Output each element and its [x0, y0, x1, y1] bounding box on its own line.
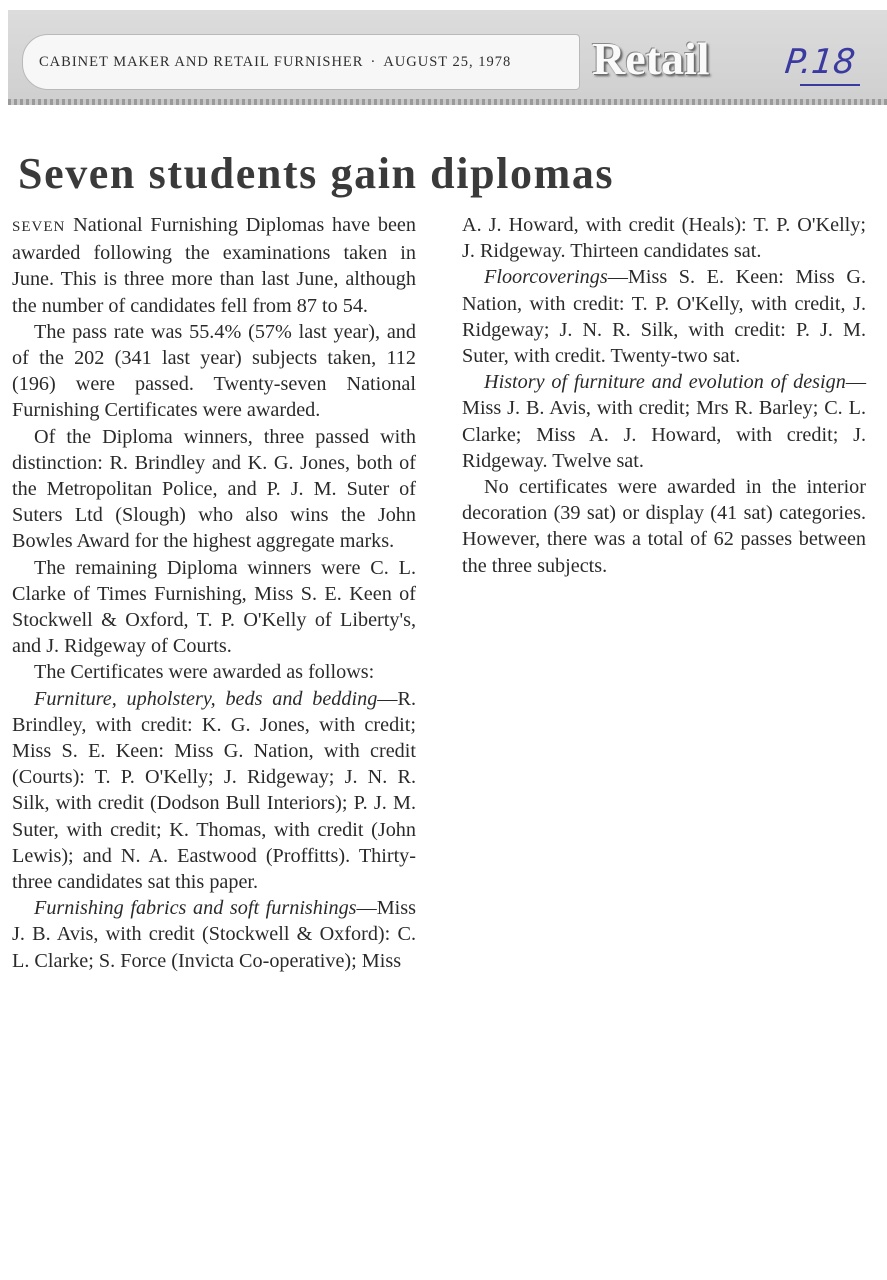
paragraph-intro-text: National Furnishing Diplomas have been awarded following the examinations taken in June. This is three more than last June, although the number of candidates fell from 87 to 54. — [12, 214, 416, 317]
subject-heading: Furnishing fabrics and soft furnishings — [34, 897, 357, 920]
subject-body: —Miss S. E. Keen: Miss G. Nation, with credit: T. P. O'Kelly, with credit, J. Ridgeway; J. N. R. Silk, with credit: P. J. M. Suter, with credit. Twenty-two sat. — [462, 266, 866, 368]
subject-heading: Furniture, upholstery, beds and bedding — [34, 687, 378, 710]
section-label: Retail — [592, 33, 710, 84]
headline: Seven students gain diplomas — [18, 149, 615, 198]
subject-body: —Miss J. B. Avis, with credit; Mrs R. Barley; C. L. Clarke; Miss A. J. Howard, with credit; J. Ridgeway. Twelve sat. — [462, 371, 866, 472]
article-column-left — [12, 212, 416, 974]
paragraph-closing: No certificates were awarded in the interior decoration (39 sat) or display (41 sat) categories. However, there was a total of 62 passes between the three subjects. — [462, 476, 866, 577]
publication-date: AUGUST 25, 1978 — [383, 53, 512, 70]
paragraph-intro — [12, 212, 416, 319]
paragraph-pass-rate: The pass rate was 55.4% (57% last year), and of the 202 (341 last year) subjects taken, 112 (196) were passed. Twenty-seven National Furnishing Certificates were awarded. — [12, 320, 416, 422]
handwritten-underline — [800, 84, 860, 86]
paragraph-fabrics-continued: A. J. Howard, with credit (Heals): T. P. O'Kelly; J. Ridgeway. Thirteen candidates sat. — [462, 214, 866, 263]
paragraph-certificates-intro: The Certificates were awarded as follows: — [34, 661, 375, 684]
separator-dot: · — [370, 53, 377, 70]
lead-word: SEVEN — [12, 219, 66, 235]
paragraph-distinction: Of the Diploma winners, three passed with distinction: R. Brindley and K. G. Jones, both of the Metropolitan Police, and P. J. M. Suter of Suters Ltd (Slough) who also wins the John Bowles Award for the highest aggregate marks. — [12, 425, 416, 553]
paragraph-remaining-winners: The remaining Diploma winners were C. L. Clarke of Times Furnishing, Miss S. E. Keen of Stockwell & Oxford, T. P. O'Kelly of Liberty's, and J. Ridgeway of Courts. — [12, 556, 416, 658]
publication-name: CABINET MAKER AND RETAIL FURNISHER — [39, 53, 364, 70]
subject-body: —Miss J. B. Avis, with credit (Stockwell & Oxford): C. L. Clarke; S. Force (Invicta Co-operative); Miss — [12, 897, 416, 972]
paragraph-furniture — [12, 686, 416, 896]
paragraph-fabrics — [12, 895, 416, 974]
paragraph-floorcoverings — [462, 264, 866, 369]
paragraph-history — [462, 369, 866, 474]
handwritten-page-note: P.18 — [782, 42, 858, 82]
subject-heading: History of furniture and evolution of design — [484, 371, 846, 394]
publication-banner — [22, 34, 580, 90]
subject-heading: Floorcoverings — [484, 266, 608, 289]
article-column-right — [462, 212, 866, 579]
subject-body: —R. Brindley, with credit: K. G. Jones, with credit; Miss S. E. Keen: Miss G. Nation, with credit (Courts): T. P. O'Kelly; J. Ridgeway; J. N. R. Silk, with credit (Dodson Bull Interiors); P. J. M. Suter, with credit; K. Thomas, with credit (John Lewis); and N. A. Eastwood (Proffitts). Thirty-three candidates sat this paper. — [12, 687, 416, 894]
